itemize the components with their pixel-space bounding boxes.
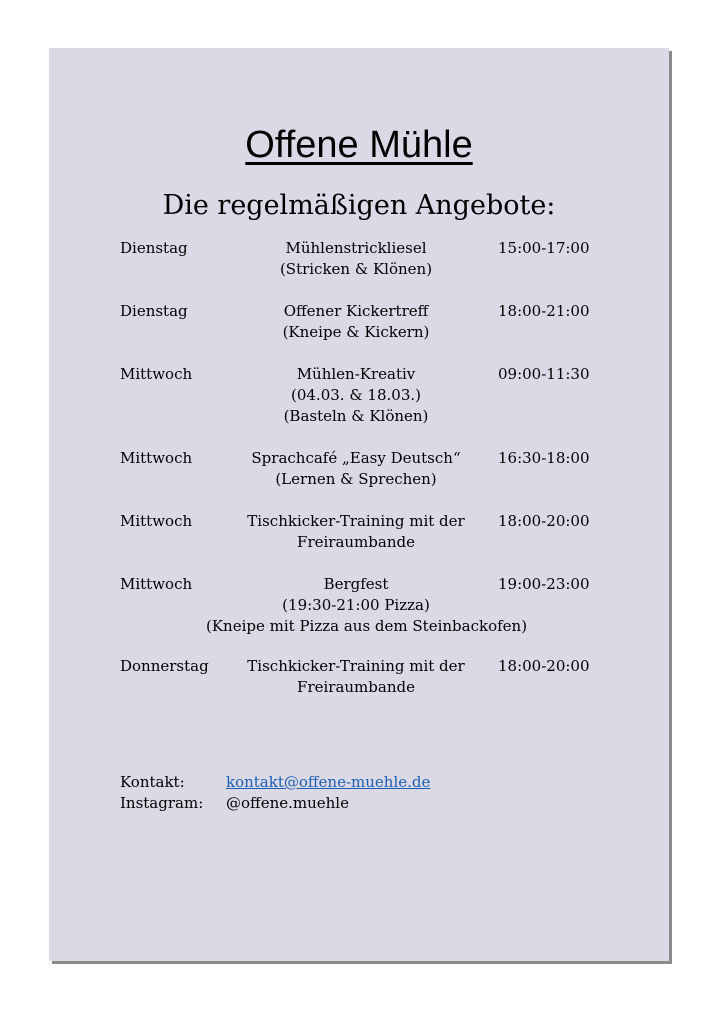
event-line: Mühlenstrickliesel xyxy=(285,239,427,257)
event-day: Dienstag xyxy=(120,239,188,257)
event-time: 09:00-11:30 xyxy=(498,365,590,383)
document-page xyxy=(49,48,669,961)
contact-email-link[interactable]: kontakt@offene-muehle.de xyxy=(226,773,431,791)
event-line: Bergfest xyxy=(323,575,389,593)
event-line: (Basteln & Klönen) xyxy=(283,407,429,425)
event-line: Sprachcafé „Easy Deutsch“ xyxy=(251,449,461,467)
event-day: Mittwoch xyxy=(120,512,193,530)
event-line: Freiraumbande xyxy=(297,533,415,551)
event-description xyxy=(206,364,506,427)
event-line: (Kneipe mit Pizza aus dem Steinbackofen) xyxy=(206,617,528,635)
event-line: Tischkicker-Training mit der xyxy=(247,657,465,675)
event-time: 16:30-18:00 xyxy=(498,449,590,467)
event-time: 18:00-21:00 xyxy=(498,302,590,320)
event-description xyxy=(206,511,506,553)
event-time: 18:00-20:00 xyxy=(498,657,590,675)
event-line: (Kneipe & Kickern) xyxy=(282,323,430,341)
contact-instagram-handle: @offene.muehle xyxy=(226,794,349,812)
event-line: (Lernen & Sprechen) xyxy=(275,470,437,488)
event-line: Freiraumbande xyxy=(297,678,415,696)
event-description xyxy=(206,574,528,637)
event-line: (Stricken & Klönen) xyxy=(279,260,433,278)
event-description xyxy=(206,448,506,490)
event-line: Offener Kickertreff xyxy=(283,302,429,320)
event-line: (04.03. & 18.03.) xyxy=(290,386,421,404)
event-day: Mittwoch xyxy=(120,365,193,383)
event-time: 18:00-20:00 xyxy=(498,512,590,530)
event-line: (19:30-21:00 Pizza) xyxy=(282,596,430,614)
event-day: Donnerstag xyxy=(120,657,209,675)
contact-email-label: Kontakt: xyxy=(120,773,185,791)
page-title: Offene Mühle xyxy=(245,124,473,166)
contact-instagram-label: Instagram: xyxy=(120,794,204,812)
event-line: Tischkicker-Training mit der xyxy=(247,512,465,530)
event-day: Mittwoch xyxy=(120,575,193,593)
event-time: 15:00-17:00 xyxy=(498,239,590,257)
event-day: Mittwoch xyxy=(120,449,193,467)
event-day: Dienstag xyxy=(120,302,188,320)
event-description xyxy=(206,238,506,280)
event-description xyxy=(206,656,506,698)
event-time: 19:00-23:00 xyxy=(498,575,590,593)
event-line: Mühlen-Kreativ xyxy=(296,365,416,383)
page-subtitle: Die regelmäßigen Angebote: xyxy=(162,190,556,221)
event-description xyxy=(206,301,506,343)
